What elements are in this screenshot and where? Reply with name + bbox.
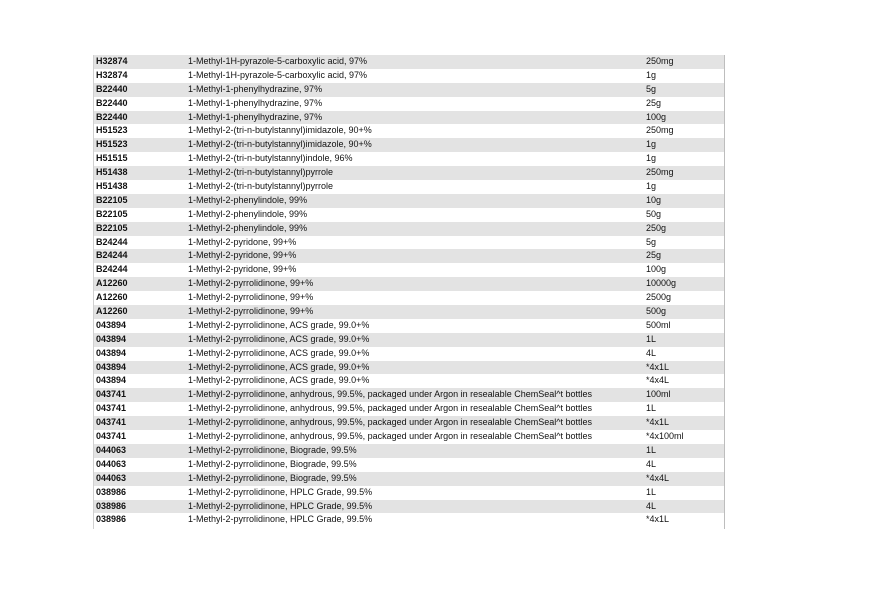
table-row	[94, 472, 724, 486]
table-row	[94, 138, 724, 152]
product-description: 1-Methyl-2-(tri-n-butylstannyl)pyrrole	[188, 167, 334, 178]
product-code: 043894	[96, 375, 127, 386]
table-row	[94, 263, 724, 277]
product-description: 1-Methyl-1-phenylhydrazine, 97%	[188, 83, 323, 94]
product-code: 044063	[96, 458, 127, 469]
product-description: 1-Methyl-2-pyrrolidinone, anhydrous, 99.5%, packaged under Argon in resealable ChemSeal^t bottles	[188, 431, 592, 442]
package-size: 5g	[646, 236, 657, 247]
package-size: *4x100ml	[646, 431, 684, 442]
product-description: 1-Methyl-2-pyrrolidinone, ACS grade, 99.0+%	[188, 375, 370, 386]
table-row	[94, 333, 724, 347]
product-code: 043741	[96, 403, 127, 414]
product-description: 1-Methyl-2-pyrrolidinone, 99+%	[188, 306, 314, 317]
product-code: A12260	[96, 292, 128, 303]
product-code: 043894	[96, 361, 127, 372]
package-size: 25g	[646, 250, 662, 261]
package-size: 500g	[646, 306, 667, 317]
product-code: H51438	[96, 167, 128, 178]
product-code: H32874	[96, 69, 128, 80]
product-description: 1-Methyl-2-phenylindole, 99%	[188, 208, 308, 219]
product-code: 044063	[96, 444, 127, 455]
product-code: H51438	[96, 181, 128, 192]
product-description: 1-Methyl-1-phenylhydrazine, 97%	[188, 97, 323, 108]
package-size: 100g	[646, 264, 667, 275]
table-row	[94, 236, 724, 250]
table-row	[94, 347, 724, 361]
package-size: 250mg	[646, 56, 674, 66]
product-description: 1-Methyl-1-phenylhydrazine, 97%	[188, 111, 323, 122]
product-code: 043741	[96, 389, 127, 400]
table-row	[94, 55, 724, 69]
table-row	[94, 402, 724, 416]
table-row	[94, 513, 724, 527]
product-description: 1-Methyl-2-pyrrolidinone, Biograde, 99.5%	[188, 472, 357, 483]
product-description: 1-Methyl-2-pyridone, 99+%	[188, 236, 297, 247]
package-size: 5g	[646, 83, 657, 94]
table-row	[94, 374, 724, 388]
table-row	[94, 69, 724, 83]
product-code: B22440	[96, 97, 128, 108]
package-size: 100g	[646, 111, 667, 122]
table-row	[94, 291, 724, 305]
product-code: 038986	[96, 486, 127, 497]
product-description: 1-Methyl-2-phenylindole, 99%	[188, 222, 308, 233]
table-row	[94, 458, 724, 472]
product-code: 044063	[96, 472, 127, 483]
table-row	[94, 305, 724, 319]
package-size: 1L	[646, 333, 657, 344]
package-size: 50g	[646, 208, 662, 219]
table-row	[94, 152, 724, 166]
package-size: 4L	[646, 458, 657, 469]
product-code: 043741	[96, 417, 127, 428]
table-row	[94, 430, 724, 444]
product-code: 043741	[96, 431, 127, 442]
product-description: 1-Methyl-2-(tri-n-butylstannyl)imidazole, 90+%	[188, 125, 372, 136]
product-description: 1-Methyl-2-pyrrolidinone, 99+%	[188, 292, 314, 303]
product-code: 043894	[96, 347, 127, 358]
package-size: 1g	[646, 153, 657, 164]
table-row	[94, 111, 724, 125]
package-size: 250mg	[646, 167, 674, 178]
right-border	[724, 55, 725, 529]
package-size: 1g	[646, 69, 657, 80]
package-size: *4x1L	[646, 417, 670, 428]
package-size: 1L	[646, 486, 657, 497]
package-size: 10000g	[646, 278, 677, 289]
package-size: *4x4L	[646, 375, 670, 386]
table-row	[94, 388, 724, 402]
product-code: B22105	[96, 208, 128, 219]
package-size: 250g	[646, 222, 667, 233]
package-size: 500ml	[646, 319, 671, 330]
product-description: 1-Methyl-1H-pyrazole-5-carboxylic acid, 97%	[188, 56, 368, 66]
product-description: 1-Methyl-1H-pyrazole-5-carboxylic acid, 97%	[188, 69, 368, 80]
package-size: *4x1L	[646, 361, 670, 372]
product-code: H51523	[96, 139, 128, 150]
product-description: 1-Methyl-2-pyridone, 99+%	[188, 264, 297, 275]
table-row	[94, 166, 724, 180]
package-size: 1g	[646, 139, 657, 150]
table-row	[94, 444, 724, 458]
table-row	[94, 124, 724, 138]
product-code: B22440	[96, 111, 128, 122]
table-row	[94, 486, 724, 500]
package-size: *4x4L	[646, 472, 670, 483]
package-size: 2500g	[646, 292, 672, 303]
package-size: 4L	[646, 347, 657, 358]
product-description: 1-Methyl-2-pyrrolidinone, anhydrous, 99.5%, packaged under Argon in resealable ChemSeal^t bottles	[188, 417, 592, 428]
product-description: 1-Methyl-2-pyridone, 99+%	[188, 250, 297, 261]
product-description: 1-Methyl-2-(tri-n-butylstannyl)pyrrole	[188, 181, 334, 192]
package-size: 100ml	[646, 389, 671, 400]
product-table	[94, 55, 724, 527]
product-description: 1-Methyl-2-pyrrolidinone, HPLC Grade, 99.5%	[188, 486, 373, 497]
product-code: 038986	[96, 500, 127, 511]
product-description: 1-Methyl-2-pyrrolidinone, 99+%	[188, 278, 314, 289]
product-code: A12260	[96, 306, 128, 317]
table-row	[94, 500, 724, 514]
product-description: 1-Methyl-2-pyrrolidinone, ACS grade, 99.0+%	[188, 347, 370, 358]
table-row	[94, 180, 724, 194]
product-description: 1-Methyl-2-(tri-n-butylstannyl)indole, 96%	[188, 153, 353, 164]
product-code: 043894	[96, 333, 127, 344]
table-row	[94, 416, 724, 430]
product-description: 1-Methyl-2-pyrrolidinone, anhydrous, 99.5%, packaged under Argon in resealable ChemSeal^t bottles	[188, 389, 592, 400]
product-code: H51523	[96, 125, 128, 136]
package-size: 1g	[646, 181, 657, 192]
package-size: 4L	[646, 500, 657, 511]
product-code: 043894	[96, 319, 127, 330]
product-description: 1-Methyl-2-pyrrolidinone, Biograde, 99.5%	[188, 458, 357, 469]
product-description: 1-Methyl-2-(tri-n-butylstannyl)imidazole, 90+%	[188, 139, 372, 150]
product-code: 038986	[96, 514, 127, 525]
product-code: B22440	[96, 83, 128, 94]
table-row	[94, 277, 724, 291]
table-row	[94, 361, 724, 375]
product-code: B22105	[96, 222, 128, 233]
product-description: 1-Methyl-2-pyrrolidinone, anhydrous, 99.5%, packaged under Argon in resealable ChemSeal^t bottles	[188, 403, 592, 414]
product-code: B22105	[96, 194, 128, 205]
table-row	[94, 208, 724, 222]
package-size: 10g	[646, 194, 662, 205]
table-row	[94, 249, 724, 263]
product-code: B24244	[96, 250, 128, 261]
package-size: *4x1L	[646, 514, 670, 525]
product-description: 1-Methyl-2-pyrrolidinone, HPLC Grade, 99.5%	[188, 514, 373, 525]
table-row	[94, 83, 724, 97]
product-description: 1-Methyl-2-pyrrolidinone, ACS grade, 99.0+%	[188, 319, 370, 330]
product-description: 1-Methyl-2-pyrrolidinone, HPLC Grade, 99.5%	[188, 500, 373, 511]
package-size: 25g	[646, 97, 662, 108]
table-row	[94, 319, 724, 333]
product-description: 1-Methyl-2-pyrrolidinone, ACS grade, 99.0+%	[188, 361, 370, 372]
package-size: 1L	[646, 444, 657, 455]
product-description: 1-Methyl-2-phenylindole, 99%	[188, 194, 308, 205]
product-code: H51515	[96, 153, 128, 164]
product-code: B24244	[96, 236, 128, 247]
package-size: 1L	[646, 403, 657, 414]
table-row	[94, 222, 724, 236]
product-code: A12260	[96, 278, 128, 289]
product-description: 1-Methyl-2-pyrrolidinone, ACS grade, 99.0+%	[188, 333, 370, 344]
product-code: B24244	[96, 264, 128, 275]
product-code: H32874	[96, 56, 128, 66]
table-row	[94, 97, 724, 111]
package-size: 250mg	[646, 125, 674, 136]
product-description: 1-Methyl-2-pyrrolidinone, Biograde, 99.5%	[188, 444, 357, 455]
table-row	[94, 194, 724, 208]
